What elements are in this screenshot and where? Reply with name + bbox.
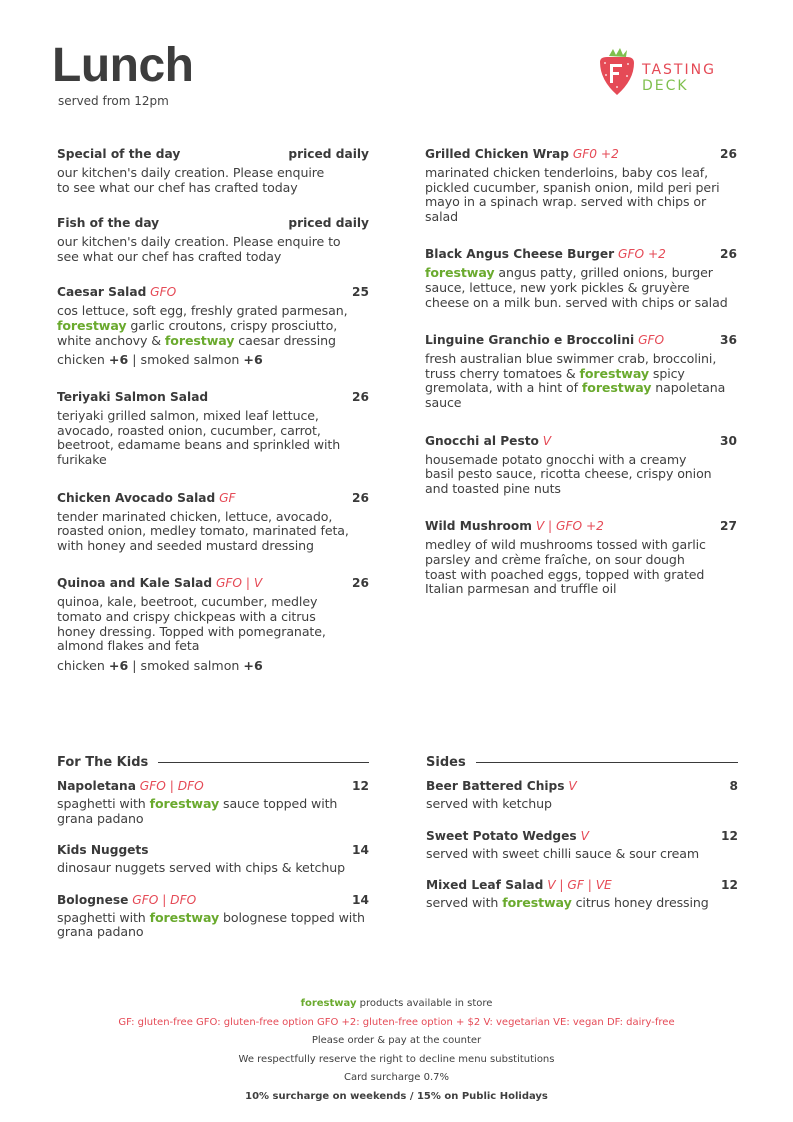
description-text: spaghetti with bbox=[57, 796, 150, 811]
description-line: see what our chef has crafted today bbox=[57, 248, 282, 264]
page-title: Lunch bbox=[52, 39, 194, 92]
logo-word-deck: DECK bbox=[642, 78, 689, 94]
menu-item-description bbox=[57, 166, 369, 195]
menu-item-header bbox=[426, 877, 738, 893]
menu-item-name: Beer Battered Chips bbox=[426, 779, 565, 793]
extra-price: +6 bbox=[243, 352, 263, 368]
menu-item-title bbox=[57, 842, 149, 858]
menu-item-title bbox=[426, 778, 577, 794]
description-text: angus patty, grilled onions, burger sauce, lettuce, new york pickles & gruyère cheese on a milk bun. served with chips or salad bbox=[425, 265, 728, 310]
dietary-legend: GF: gluten-free GFO: gluten-free option GFO +2: gluten-free option + $2 V: vegetarian VE: vegan DF: dairy-free bbox=[118, 1016, 675, 1028]
menu-item bbox=[57, 284, 369, 367]
menu-item bbox=[57, 778, 369, 826]
menu-item-name: Kids Nuggets bbox=[57, 843, 149, 858]
menu-item-title bbox=[425, 518, 604, 534]
forestway-brand: forestway bbox=[579, 365, 649, 381]
dietary-tag: V bbox=[568, 779, 577, 793]
menu-item-header bbox=[57, 146, 369, 162]
dietary-tag: GFO bbox=[638, 333, 665, 348]
menu-item-header bbox=[425, 146, 737, 162]
description-line: our kitchen's daily creation. Please enquire to bbox=[57, 234, 341, 250]
extra-option: chicken bbox=[57, 657, 105, 673]
menu-item bbox=[57, 842, 369, 876]
dietary-tag: GFO | DFO bbox=[132, 892, 197, 907]
menu-item-name: Special of the day bbox=[57, 147, 181, 161]
menu-item-name: Napoletana bbox=[57, 779, 136, 793]
substitutions-note: We respectfully reserve the right to decline menu substitutions bbox=[238, 1053, 555, 1065]
menu-item-title bbox=[57, 215, 159, 231]
menu-item-name: Teriyaki Salmon Salad bbox=[57, 390, 209, 405]
dietary-tag: V bbox=[580, 828, 589, 843]
menu-column-left bbox=[57, 146, 369, 673]
menu-item-title bbox=[57, 778, 204, 794]
extra-price: +6 bbox=[108, 657, 129, 673]
description-line: marinated chicken tenderloins, baby cos leaf, bbox=[425, 165, 709, 180]
description-line: furikake bbox=[57, 451, 107, 467]
menu-item-name: Grilled Chicken Wrap bbox=[425, 147, 569, 161]
footer bbox=[0, 995, 793, 1106]
menu-item-title bbox=[425, 433, 551, 449]
dietary-tag: GFO | V bbox=[215, 576, 263, 591]
section-divider bbox=[158, 762, 369, 763]
description-line: tender marinated chicken, lettuce, avocado, bbox=[57, 508, 333, 524]
menu-item-description bbox=[57, 861, 369, 876]
description-line: teriyaki grilled salmon, mixed leaf lettuce, bbox=[57, 408, 319, 424]
description-text: napoletana sauce bbox=[425, 380, 726, 410]
description-line: housemade potato gnocchi with a creamy bbox=[425, 451, 687, 467]
menu-item-price: 26 bbox=[352, 576, 369, 591]
extra-price: +6 bbox=[108, 352, 129, 368]
menu-item-title bbox=[57, 490, 236, 506]
dietary-tag: GFO | DFO bbox=[139, 779, 204, 793]
menu-item-description bbox=[426, 896, 738, 911]
dietary-tag: GFO bbox=[150, 285, 177, 300]
forestway-brand: forestway bbox=[502, 895, 572, 911]
menu-item bbox=[425, 433, 737, 497]
description-line: pickled cucumber, spanish onion, mild peri peri bbox=[425, 179, 720, 195]
description-line: served with sweet chilli sauce & sour cream bbox=[426, 845, 700, 861]
description-line: and toasted pine nuts bbox=[425, 480, 561, 496]
menu-item-price: 36 bbox=[720, 333, 737, 348]
menu-item-name: Gnocchi al Pesto bbox=[425, 433, 539, 448]
menu-item-description bbox=[425, 538, 737, 596]
menu-item bbox=[426, 877, 738, 911]
forestway-brand: forestway bbox=[57, 317, 127, 333]
menu-item-price: 30 bbox=[720, 433, 737, 448]
menu-item-price: 14 bbox=[352, 843, 369, 858]
description-line: parsley and crème fraîche, on sour dough bbox=[425, 551, 685, 567]
menu-item-name: Bolognese bbox=[57, 892, 129, 907]
description-line: mayo in a spinach wrap. served with chips or bbox=[425, 194, 707, 210]
menu-item-price: 12 bbox=[352, 779, 369, 793]
menu-item-description bbox=[57, 409, 369, 467]
menu-item-price: 25 bbox=[352, 285, 369, 300]
menu-item-description bbox=[425, 453, 737, 497]
description-line: avocado, roasted onion, cucumber, carrot, bbox=[57, 422, 321, 438]
menu-item bbox=[425, 146, 737, 224]
menu-item-price: priced daily bbox=[288, 216, 369, 231]
description-text: cos lettuce, soft egg, freshly grated parmesan, bbox=[57, 303, 348, 319]
dietary-tag: V | GFO +2 bbox=[535, 519, 604, 534]
dietary-tag: V bbox=[542, 433, 552, 448]
description-line: our kitchen's daily creation. Please enquire bbox=[57, 165, 325, 180]
menu-item-title bbox=[57, 575, 262, 591]
menu-item-price: 12 bbox=[721, 878, 738, 893]
forestway-brand: forestway bbox=[581, 380, 652, 396]
menu-item-description bbox=[57, 304, 369, 348]
menu-item-price: 14 bbox=[352, 892, 369, 907]
menu-item-description bbox=[426, 847, 738, 862]
description-line: to see what our chef has crafted today bbox=[57, 179, 298, 195]
menu-item-price: priced daily bbox=[288, 147, 369, 161]
menu-item-price: 26 bbox=[720, 247, 737, 262]
menu-item-title bbox=[57, 146, 180, 162]
kids-section bbox=[57, 755, 369, 956]
description-text: spaghetti with bbox=[57, 909, 150, 925]
description-line: toast with poached eggs, topped with grated bbox=[425, 566, 705, 582]
description-text: spicy gremolata, with a hint of bbox=[425, 365, 685, 396]
forestway-brand: forestway bbox=[425, 265, 495, 281]
menu-item-title bbox=[426, 828, 589, 844]
footer-store-text: products available in store bbox=[356, 998, 493, 1009]
description-text: fresh australian blue swimmer crab, broccolini, truss cherry tomatoes & bbox=[425, 351, 717, 381]
description-line: with honey and seeded mustard dressing bbox=[57, 537, 314, 553]
description-line: tomato and crispy chickpeas with a citrus bbox=[57, 608, 316, 624]
description-line: basil pesto sauce, ricotta cheese, crispy onion bbox=[425, 466, 712, 482]
menu-item-description bbox=[425, 352, 737, 410]
menu-item-header bbox=[426, 778, 738, 794]
menu-column-right bbox=[425, 146, 737, 597]
menu-item-name: Quinoa and Kale Salad bbox=[57, 576, 213, 591]
weekend-surcharge-note: 10% surcharge on weekends / 15% on Public Holidays bbox=[245, 1090, 548, 1102]
extra-separator: | bbox=[132, 352, 137, 368]
menu-item-description bbox=[57, 595, 369, 653]
description-text: garlic croutons, crispy prosciutto, white anchovy & bbox=[57, 317, 338, 348]
menu-item-header bbox=[57, 892, 369, 908]
forestway-brand: forestway bbox=[300, 998, 357, 1009]
menu-item-title bbox=[57, 284, 176, 300]
menu-item-header bbox=[57, 389, 369, 405]
description-text: bolognese topped with grana padano bbox=[57, 909, 365, 940]
description-line: almond flakes and feta bbox=[57, 638, 200, 654]
description-text: served with bbox=[426, 895, 503, 911]
menu-item bbox=[425, 332, 737, 410]
menu-item-description bbox=[57, 510, 369, 554]
menu-item-name: Chicken Avocado Salad bbox=[57, 490, 216, 505]
menu-item-header bbox=[425, 246, 737, 262]
menu-item-header bbox=[57, 842, 369, 858]
menu-item-name: Linguine Granchio e Broccolini bbox=[425, 333, 635, 348]
extra-option: chicken bbox=[57, 352, 105, 368]
menu-item-name: Caesar Salad bbox=[57, 285, 147, 300]
description-text: citrus honey dressing bbox=[571, 895, 709, 911]
menu-item-name: Sweet Potato Wedges bbox=[426, 828, 577, 843]
menu-item-header bbox=[425, 332, 737, 348]
kids-section-title bbox=[57, 755, 369, 770]
menu-item-price: 26 bbox=[352, 490, 369, 505]
forestway-brand: forestway bbox=[164, 332, 235, 348]
menu-item-description bbox=[425, 166, 737, 224]
menu-item-extras bbox=[57, 352, 369, 367]
menu-item bbox=[425, 246, 737, 310]
sides-section-label: Sides bbox=[426, 755, 466, 770]
menu-item bbox=[426, 778, 738, 812]
description-line: served with ketchup bbox=[426, 796, 552, 811]
description-text: caesar dressing bbox=[234, 332, 336, 348]
menu-item bbox=[57, 389, 369, 467]
tasting-deck-logo bbox=[596, 47, 736, 99]
menu-item-price: 12 bbox=[721, 828, 738, 843]
menu-item-price: 26 bbox=[720, 147, 737, 161]
dietary-tag: GFO +2 bbox=[618, 247, 666, 262]
menu-item-description bbox=[57, 797, 369, 826]
menu-item-name: Black Angus Cheese Burger bbox=[425, 247, 615, 262]
menu-item-header bbox=[57, 778, 369, 794]
menu-item bbox=[57, 215, 369, 264]
menu-item bbox=[426, 828, 738, 862]
extra-option: smoked salmon bbox=[140, 352, 240, 368]
menu-item-header bbox=[425, 518, 737, 534]
menu-item-header bbox=[57, 490, 369, 506]
order-note: Please order & pay at the counter bbox=[311, 1035, 482, 1046]
menu-item-title bbox=[425, 332, 664, 348]
description-line: Italian parmesan and truffle oil bbox=[425, 581, 617, 597]
menu-item bbox=[57, 490, 369, 554]
menu-item-title bbox=[425, 246, 666, 262]
menu-item-description bbox=[426, 797, 738, 812]
menu-item bbox=[57, 892, 369, 940]
sides-section bbox=[426, 755, 738, 927]
menu-item-title bbox=[57, 892, 196, 908]
menu-item-title bbox=[426, 877, 612, 893]
dietary-tag: V | GF | VE bbox=[547, 878, 612, 893]
menu-item-name: Wild Mushroom bbox=[425, 519, 532, 534]
extra-option: smoked salmon bbox=[140, 657, 240, 673]
menu-item-name: Fish of the day bbox=[57, 216, 160, 231]
forestway-brand: forestway bbox=[149, 909, 220, 925]
menu-item-price: 8 bbox=[729, 779, 738, 793]
menu-item-header bbox=[426, 828, 738, 844]
menu-item-header bbox=[425, 433, 737, 449]
extra-price: +6 bbox=[243, 657, 263, 673]
section-divider bbox=[476, 762, 738, 763]
menu-item-header bbox=[57, 215, 369, 231]
menu-item bbox=[425, 518, 737, 596]
menu-item-price: 26 bbox=[352, 390, 369, 405]
footer-store-note bbox=[0, 995, 793, 1014]
card-surcharge-note: Card surcharge 0.7% bbox=[344, 1072, 449, 1083]
menu-item-title bbox=[425, 146, 619, 162]
menu-item-name: Mixed Leaf Salad bbox=[426, 878, 544, 893]
menu-item bbox=[57, 146, 369, 195]
description-line: beetroot, edamame beans and sprinkled with bbox=[57, 437, 341, 453]
menu-item-description bbox=[57, 911, 369, 940]
description-text: sauce topped with grana padano bbox=[57, 796, 338, 826]
description-line: salad bbox=[425, 208, 458, 224]
description-line: honey dressing. Topped with pomegranate, bbox=[57, 623, 326, 639]
description-line: dinosaur nuggets served with chips & ketchup bbox=[57, 860, 346, 876]
menu-item-extras bbox=[57, 658, 369, 673]
page-subtitle: served from 12pm bbox=[58, 94, 169, 108]
menu-item-description bbox=[425, 266, 737, 310]
kids-section-label: For The Kids bbox=[57, 755, 149, 770]
menu-item-header bbox=[57, 284, 369, 300]
menu-item-description bbox=[57, 235, 369, 264]
logo-word-tasting: TASTING bbox=[642, 62, 716, 78]
forestway-brand: forestway bbox=[149, 796, 220, 811]
menu-item-title bbox=[57, 389, 208, 405]
strawberry-icon bbox=[596, 47, 638, 99]
menu-item-price: 27 bbox=[720, 519, 737, 534]
dietary-tag: GF bbox=[219, 490, 236, 505]
extra-separator: | bbox=[132, 657, 137, 673]
menu-item bbox=[57, 575, 369, 672]
description-line: roasted onion, medley tomato, marinated feta, bbox=[57, 523, 349, 539]
dietary-tag: GF0 +2 bbox=[572, 147, 619, 161]
sides-section-title bbox=[426, 755, 738, 770]
menu-item-header bbox=[57, 575, 369, 591]
description-line: quinoa, kale, beetroot, cucumber, medley bbox=[57, 594, 318, 610]
description-line: medley of wild mushrooms tossed with garlic bbox=[425, 537, 706, 553]
